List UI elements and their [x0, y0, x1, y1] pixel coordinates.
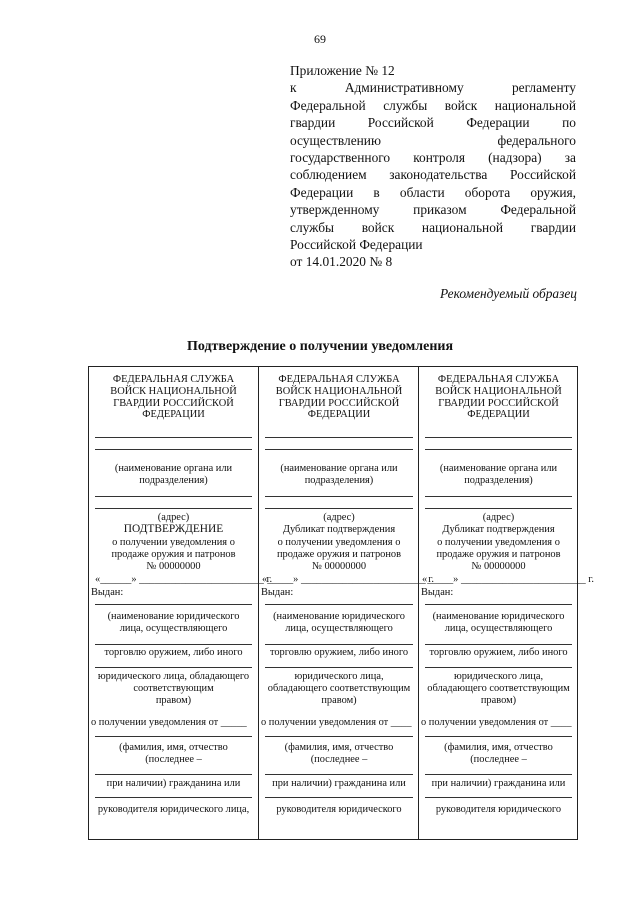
- appendix-line: Федерации в области оборота оружия,: [290, 184, 576, 200]
- recommended-sample-label: Рекомендуемый образец: [439, 286, 577, 301]
- appendix-block: [290, 62, 576, 271]
- appendix-line: Российской Федерации: [290, 237, 423, 253]
- appendix-line: к Административному регламенту: [290, 80, 576, 96]
- blank-line: [265, 437, 413, 438]
- column-header: ФЕДЕРАЛЬНАЯ СЛУЖБА ВОЙСК НАЦИОНАЛЬНОЙ ГВАРДИИ РОССИЙСКОЙ ФЕДЕРАЦИИ: [275, 374, 403, 421]
- blank-line: [95, 508, 252, 509]
- blank-line: [425, 449, 572, 450]
- citizen-caption: при наличии) гражданина или: [431, 778, 566, 789]
- org-caption: (наименование органа или подразделения): [280, 463, 398, 486]
- issued-label: Выдан:: [91, 587, 124, 598]
- org-caption: (наименование органа или подразделения): [114, 463, 233, 486]
- head-caption: руководителя юридического лица,: [97, 804, 250, 815]
- form-column-duplicate-2: [418, 367, 594, 839]
- fio-caption: (фамилия, имя, отчество (последнее –: [284, 742, 394, 765]
- blank-line: [425, 604, 572, 605]
- blank-line: [265, 736, 413, 737]
- notice-from-line: о получении уведомления от ____: [261, 717, 412, 728]
- issued-label: Выдан:: [261, 587, 294, 598]
- entity-caption: (наименование юридического лица, осуществляющего: [107, 611, 240, 634]
- document-title: Подтверждение о получении уведомления: [186, 339, 454, 354]
- confirmation-form-table: [88, 366, 594, 840]
- column-header: ФЕДЕРАЛЬНАЯ СЛУЖБА ВОЙСК НАЦИОНАЛЬНОЙ ГВАРДИИ РОССИЙСКОЙ ФЕДЕРАЦИИ: [435, 374, 562, 421]
- fio-caption: (фамилия, имя, отчество (последнее –: [444, 742, 553, 765]
- document-description: о получении уведомления о продаже оружия и патронов № 00000000: [436, 537, 561, 572]
- entity-caption: (наименование юридического лица, осуществляющего: [273, 611, 405, 634]
- blank-line: [425, 667, 572, 668]
- blank-line: [425, 508, 572, 509]
- fio-caption: (фамилия, имя, отчество (последнее –: [119, 742, 228, 765]
- blank-line: [265, 797, 413, 798]
- blank-line: [265, 496, 413, 497]
- blank-line: [425, 736, 572, 737]
- appendix-line: Приложение № 12: [290, 63, 395, 78]
- notice-from-line: о получении уведомления от _____: [91, 717, 247, 728]
- blank-line: [425, 774, 572, 775]
- other-entity-caption: юридического лица, обладающего соответствующим правом): [267, 671, 411, 706]
- document-type: Дубликат подтверждения: [442, 524, 555, 535]
- head-caption: руководителя юридического: [276, 804, 402, 815]
- org-caption: (наименование органа или подразделения): [439, 463, 558, 486]
- blank-line: [95, 449, 252, 450]
- date-line: «_____» ________________________ г.: [262, 574, 434, 585]
- blank-line: [265, 604, 413, 605]
- page-number: 69: [314, 32, 326, 46]
- blank-line: [95, 496, 252, 497]
- other-entity-caption: юридического лица, обладающего соответствующим правом): [97, 671, 250, 706]
- address-caption: (адрес): [323, 512, 355, 523]
- entity-caption: (наименование юридического лица, осуществляющего: [432, 611, 565, 634]
- notice-from-line: о получении уведомления от ____: [421, 717, 572, 728]
- form-column-duplicate-1: [258, 367, 434, 839]
- citizen-caption: при наличии) гражданина или: [272, 778, 406, 789]
- column-header: ФЕДЕРАЛЬНАЯ СЛУЖБА ВОЙСК НАЦИОНАЛЬНОЙ ГВАРДИИ РОССИЙСКОЙ ФЕДЕРАЦИИ: [110, 374, 237, 421]
- blank-line: [95, 736, 252, 737]
- blank-line: [95, 774, 252, 775]
- issued-label: Выдан:: [421, 587, 454, 598]
- appendix-line: от 14.01.2020 № 8: [290, 254, 393, 270]
- date-line: «_____» ________________________ г.: [422, 574, 594, 585]
- blank-line: [265, 774, 413, 775]
- blank-line: [95, 604, 252, 605]
- blank-line: [265, 508, 413, 509]
- appendix-line: осуществлению федерального: [290, 132, 576, 148]
- document-type: Дубликат подтверждения: [282, 524, 396, 535]
- blank-line: [265, 449, 413, 450]
- blank-line: [95, 437, 252, 438]
- document-description: о получении уведомления о продаже оружия и патронов № 00000000: [276, 537, 401, 572]
- blank-line: [265, 644, 413, 645]
- citizen-caption: при наличии) гражданина или: [106, 778, 241, 789]
- head-caption: руководителя юридического: [435, 804, 562, 815]
- document-type: ПОДТВЕРЖДЕНИЕ: [123, 523, 224, 535]
- date-line: «______» ________________________ г.: [95, 574, 273, 585]
- appendix-line: утвержденному приказом Федеральной: [290, 202, 576, 218]
- appendix-line: Федеральной службы войск национальной: [290, 97, 576, 113]
- blank-line: [425, 437, 572, 438]
- trade-caption: торговлю оружием, либо иного: [429, 647, 568, 658]
- appendix-line: гвардии Российской Федерации по: [290, 115, 576, 131]
- blank-line: [425, 496, 572, 497]
- blank-line: [425, 644, 572, 645]
- address-caption: (адрес): [157, 512, 190, 523]
- document-description: о получении уведомления о продаже оружия и патронов № 00000000: [111, 537, 236, 572]
- blank-line: [95, 644, 252, 645]
- blank-line: [95, 667, 252, 668]
- appendix-line: службы войск национальной гвардии: [290, 219, 576, 235]
- blank-line: [425, 797, 572, 798]
- form-column-original: [89, 367, 273, 839]
- appendix-line: государственного контроля (надзора) за: [290, 150, 576, 166]
- address-caption: (адрес): [482, 512, 515, 523]
- trade-caption: торговлю оружием, либо иного: [104, 647, 243, 658]
- blank-line: [95, 797, 252, 798]
- blank-line: [265, 667, 413, 668]
- other-entity-caption: юридического лица, обладающего соответствующим правом): [427, 671, 570, 706]
- trade-caption: торговлю оружием, либо иного: [269, 647, 409, 658]
- appendix-line: соблюдением законодательства Российской: [290, 167, 576, 183]
